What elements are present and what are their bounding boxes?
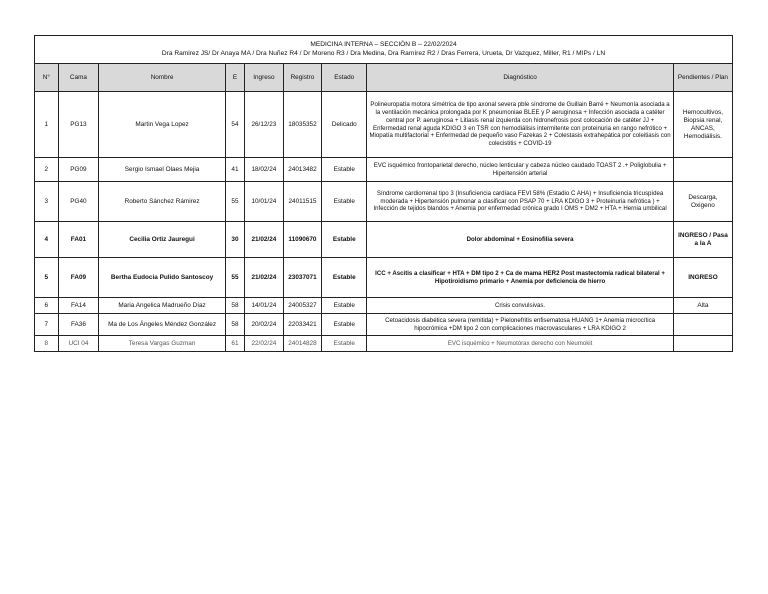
cell-ingreso: 26/12/23 (245, 92, 284, 158)
cell-num: 4 (35, 222, 59, 258)
cell-ingreso: 21/02/24 (245, 258, 284, 298)
cell-diagnostico: EVC isquémico frontoparietal derecho, núcleo lenticular y cabeza núcleo caudado TOAST 2 .+ Poliglobulia + Hipertensión arterial (367, 158, 674, 182)
cell-edad: 41 (225, 158, 244, 182)
cell-diagnostico: Síndrome cardiorrenal tipo 3 (Insuficiencia cardíaca FEVI 58% (Estadio C AHA) + Insuficiencia tricuspídea moderada + Hipertensión pulmonar a clasificar con PSAP 70 + LRA KDIGO 3 + Proteinuria nefrótica ) + Infección de tejidos blandos + Anemia por enfermedad crónica grado I OMS + DM2 + HTA + Hernia umbilical (367, 182, 674, 222)
cell-plan: INGRESO / Pasa a la A (673, 222, 732, 258)
cell-num: 7 (35, 314, 59, 336)
cell-plan (673, 158, 732, 182)
cell-num: 1 (35, 92, 59, 158)
cell-estado: Delicado (322, 92, 367, 158)
cell-registro: 18035352 (283, 92, 322, 158)
table-row (35, 158, 733, 182)
cell-cama: FA09 (58, 258, 99, 298)
census-table (34, 35, 733, 352)
cell-plan: INGRESO (673, 258, 732, 298)
cell-nombre: Ma de Los Ángeles Méndez González (99, 314, 226, 336)
cell-estado: Estable (322, 336, 367, 352)
table-row (35, 258, 733, 298)
cell-estado: Estable (322, 182, 367, 222)
cell-edad: 30 (225, 222, 244, 258)
cell-registro: 23037071 (283, 258, 322, 298)
cell-ingreso: 18/02/24 (245, 158, 284, 182)
cell-edad: 55 (225, 258, 244, 298)
header-num: N° (35, 64, 59, 92)
cell-nombre: Maria Angelica Madrueño Díaz (99, 298, 226, 314)
cell-cama: PG40 (58, 182, 99, 222)
cell-ingreso: 20/02/24 (245, 314, 284, 336)
cell-cama: FA14 (58, 298, 99, 314)
cell-edad: 54 (225, 92, 244, 158)
table-row (35, 298, 733, 314)
cell-diagnostico: ICC + Ascitis a clasificar + HTA + DM tipo 2 + Ca de mama HER2 Post mastectomía radical bilateral + Hipotiroidismo primario + Anemia por deficiencia de hierro (367, 258, 674, 298)
cell-cama: UCI 04 (58, 336, 99, 352)
table-title-block (35, 36, 733, 64)
cell-cama: PG09 (58, 158, 99, 182)
cell-registro: 11090670 (283, 222, 322, 258)
cell-diagnostico: Crisis convulsivas. (367, 298, 674, 314)
cell-edad: 58 (225, 314, 244, 336)
cell-plan: Alta (673, 298, 732, 314)
cell-cama: FA01 (58, 222, 99, 258)
header-edad: E (225, 64, 244, 92)
cell-registro: 24005327 (283, 298, 322, 314)
header-estado: Estado (322, 64, 367, 92)
cell-registro: 24014828 (283, 336, 322, 352)
header-ingreso: Ingreso (245, 64, 284, 92)
cell-ingreso: 10/01/24 (245, 182, 284, 222)
staff-line: Dra Ramirez JS/ Dr Anaya MA / Dra Nuñez R4 / Dr Moreno R3 / Dra Medina, Dra Ramírez R2 / Dras Ferrera, Urueta, Dr Vazquez, Miller, R1 / MIPs / LN (161, 49, 606, 57)
cell-plan (673, 336, 732, 352)
cell-diagnostico: Dolor abdominal + Eosinofilia severa (367, 222, 674, 258)
cell-nombre: Martin Vega Lopez (99, 92, 226, 158)
cell-estado: Estable (322, 258, 367, 298)
cell-num: 5 (35, 258, 59, 298)
cell-ingreso: 22/02/24 (245, 336, 284, 352)
cell-plan: Hemocultivos, Biopsia renal, ANCAS, Hemodiálisis. (673, 92, 732, 158)
cell-registro: 22033421 (283, 314, 322, 336)
cell-estado: Estable (322, 222, 367, 258)
cell-registro: 24011515 (283, 182, 322, 222)
table-row (35, 182, 733, 222)
table-title: MEDICINA INTERNA – SECCIÓN B – 22/02/2024 (310, 41, 457, 49)
cell-edad: 61 (225, 336, 244, 352)
table-row (35, 92, 733, 158)
cell-ingreso: 14/01/24 (245, 298, 284, 314)
cell-diagnostico: Polineuropatía motora simétrica de tipo axonal severa pble síndrome de Guillain Barré + Neumonía asociada a la ventilación mecánica prolongada por K pneumoniae BLEE y P aeruginosa + Infección asociada a catéter central por P. aeruginosa + Litiasis renal izquierda con hidronefrosis post colocación de catéter JJ + Enfermedad renal aguda KDIGO 3 en TSR con hemodiálisis intermitente con proteinuria en rango nefrótico + Miopatía multifactorial + Enfermedad de pequeño vaso Fazekas 2 + Colestasis extrahepática por coleitiasis con colecistitis + COVID-19 (367, 92, 674, 158)
cell-cama: PG13 (58, 92, 99, 158)
cell-nombre: Teresa Vargas Guzman (99, 336, 226, 352)
cell-num: 3 (35, 182, 59, 222)
cell-num: 6 (35, 298, 59, 314)
cell-plan (673, 314, 732, 336)
cell-registro: 24013482 (283, 158, 322, 182)
table-row (35, 336, 733, 352)
cell-plan: Descarga, Oxigeno (673, 182, 732, 222)
cell-num: 2 (35, 158, 59, 182)
cell-ingreso: 21/02/24 (245, 222, 284, 258)
header-cama: Cama (58, 64, 99, 92)
header-diagnostico: Diagnóstico (367, 64, 674, 92)
cell-cama: FA36 (58, 314, 99, 336)
header-row (35, 64, 733, 92)
cell-num: 8 (35, 336, 59, 352)
cell-nombre: Sergio Ismael Olaes Mejia (99, 158, 226, 182)
cell-diagnostico: Cetoacidosis diabética severa (remitida) + Pielonefritis enfisematosa HUANG 1+ Anemia microcítica hipocrómica +DM tipo 2 con complicaciones macrovasculares + LRA KDIGO 2 (367, 314, 674, 336)
table-row (35, 222, 733, 258)
cell-nombre: Roberto Sánchez Rámirez (99, 182, 226, 222)
cell-diagnostico: EVC isquémico + Neumotórax derecho con Neumokit (367, 336, 674, 352)
cell-edad: 55 (225, 182, 244, 222)
table-row (35, 314, 733, 336)
cell-estado: Estable (322, 298, 367, 314)
header-pendientes: Pendientes / Plan (673, 64, 732, 92)
header-nombre: Nombre (99, 64, 226, 92)
cell-estado: Estable (322, 158, 367, 182)
header-registro: Registro (283, 64, 322, 92)
cell-nombre: Bertha Eudocia Pulido Santoscoy (99, 258, 226, 298)
cell-estado: Estable (322, 314, 367, 336)
cell-nombre: Cecilia Ortiz Jauregui (99, 222, 226, 258)
cell-edad: 58 (225, 298, 244, 314)
